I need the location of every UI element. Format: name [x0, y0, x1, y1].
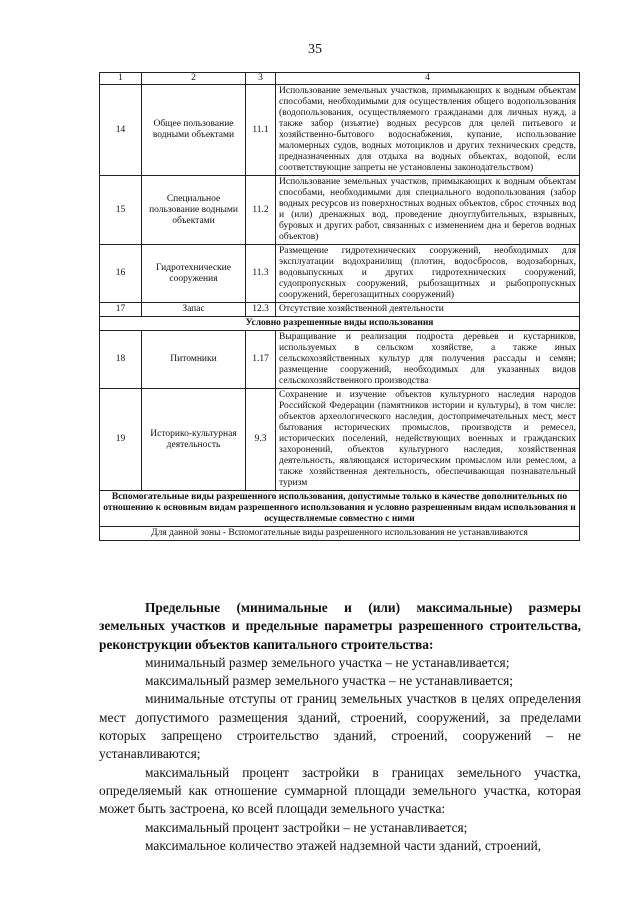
row-number: 19	[100, 389, 142, 491]
use-description: Использование земельных участков, примыкающих к водным объектам способами, необходимыми для специального водопользования (забор водных ресурсов из поверхностных водных объектов, сброс сточных вод и (или) дренажных вод, проведение дноуглубительных, взрывных, буровых и других работ, связанных с изменением дна и берегов водных объектов)	[276, 176, 580, 245]
use-code: 12.3	[246, 303, 276, 317]
header-col-3: 3	[246, 73, 276, 85]
table-row	[100, 303, 580, 317]
auxiliary-note: Для данной зоны - Вспомогательные виды разрешенного использования не устанавливаются	[100, 527, 580, 541]
page-number: 35	[308, 42, 322, 57]
use-code: 11.2	[246, 176, 276, 245]
row-number: 15	[100, 176, 142, 245]
use-code: 11.1	[246, 85, 276, 176]
use-name: Специальное пользование водными объектами	[142, 176, 246, 245]
use-name: Историко-культурная деятельность	[142, 389, 246, 491]
row-number: 18	[100, 331, 142, 389]
land-use-table	[99, 72, 580, 541]
use-code: 1.17	[246, 331, 276, 389]
table-row	[100, 85, 580, 176]
use-description: Размещение гидротехнических сооружений, необходимых для эксплуатации водохранилищ (плотин, водосбросов, водозаборных, водовыпускных и других гидротехнических сооружений, судопропускных сооружений, рыбозащитных и рыбопропускных сооружений, берегозащитных сооружений)	[276, 245, 580, 303]
table-header-row	[100, 73, 580, 85]
table-row	[100, 245, 580, 303]
use-description: Использование земельных участков, примыкающих к водным объектам способами, необходимыми для осуществления общего водопользования (водопользования, осуществляемого гражданами для личных нужд, а также забор (изъятие) водных ресурсов для целей питьевого и хозяйственно-бытового водоснабжения, купание, использование маломерных судов, водных мотоциклов и других технических средств, предназначенных для отдыха на водных объектах, водопой, если соответствующие запреты не установлены законодательством)	[276, 85, 580, 176]
use-description: Выращивание и реализация подроста деревьев и кустарников, используемых в сельском хозяйстве, а также иных сельскохозяйственных культур для получения рассады и семян; размещение сооружений, необходимых для указанных видов сельскохозяйственного производства	[276, 331, 580, 389]
section-header-row	[100, 491, 580, 527]
table-row	[100, 176, 580, 245]
note-row	[100, 527, 580, 541]
use-name: Питомники	[142, 331, 246, 389]
section-title: Предельные (минимальные и (или) максимальные) размеры земельных участков и предельные параметры разрешенного строительства, реконструкции объектов капитального строительства:	[99, 600, 581, 652]
table-row	[100, 331, 580, 389]
row-number: 17	[100, 303, 142, 317]
use-name: Гидротехнические сооружения	[142, 245, 246, 303]
paragraph: максимальное количество этажей надземной части зданий, строений,	[145, 837, 542, 853]
paragraph: минимальный размер земельного участка – не устанавливается;	[145, 654, 510, 670]
row-number: 16	[100, 245, 142, 303]
use-description: Сохранение и изучение объектов культурного наследия народов Российской Федерации (памятников истории и культуры), в том числе: объектов археологического наследия, достопримечательных мест, мест бытования исторических промыслов, производств и ремесел, исторических поселений, недействующих военных и гражданских захоронений, объектов культурного наследия, хозяйственная деятельность, являющаяся историческим промыслом или ремеслом, а также хозяйственная деятельность, обеспечивающая познавательный туризм	[276, 389, 580, 491]
table-row	[100, 389, 580, 491]
use-code: 9.3	[246, 389, 276, 491]
section-conditional-title: Условно разрешенные виды использования	[100, 317, 580, 331]
paragraph: максимальный процент застройки в границах земельного участка, определяемый как отношение суммарной площади земельного участка, которая может быть застроена, ко всей площади земельного участка:	[99, 764, 581, 817]
header-col-2: 2	[142, 73, 246, 85]
header-col-4: 4	[276, 73, 580, 85]
paragraph: максимальный размер земельного участка – не устанавливается;	[145, 673, 514, 689]
use-name: Общее пользование водными объектами	[142, 85, 246, 176]
use-name: Запас	[142, 303, 246, 317]
row-number: 14	[100, 85, 142, 176]
paragraph: максимальный процент застройки – не устанавливается;	[145, 819, 468, 835]
section-header-row	[100, 317, 580, 331]
body-text	[99, 599, 581, 855]
use-description: Отсутствие хозяйственной деятельности	[276, 303, 580, 317]
use-code: 11.3	[246, 245, 276, 303]
section-auxiliary-title: Вспомогательные виды разрешенного использования, допустимые только в качестве дополнительных по отношению к основным видам разрешенного использования и условно разрешенным видам использования и осуществляемые совместно с ними	[100, 491, 580, 527]
header-col-1: 1	[100, 73, 142, 85]
paragraph: минимальные отступы от границ земельных участков в целях определения мест допустимого размещения зданий, строений, сооружений, за пределами которых запрещено строительство зданий, строений, сооружений – не устанавливаются;	[99, 691, 581, 762]
